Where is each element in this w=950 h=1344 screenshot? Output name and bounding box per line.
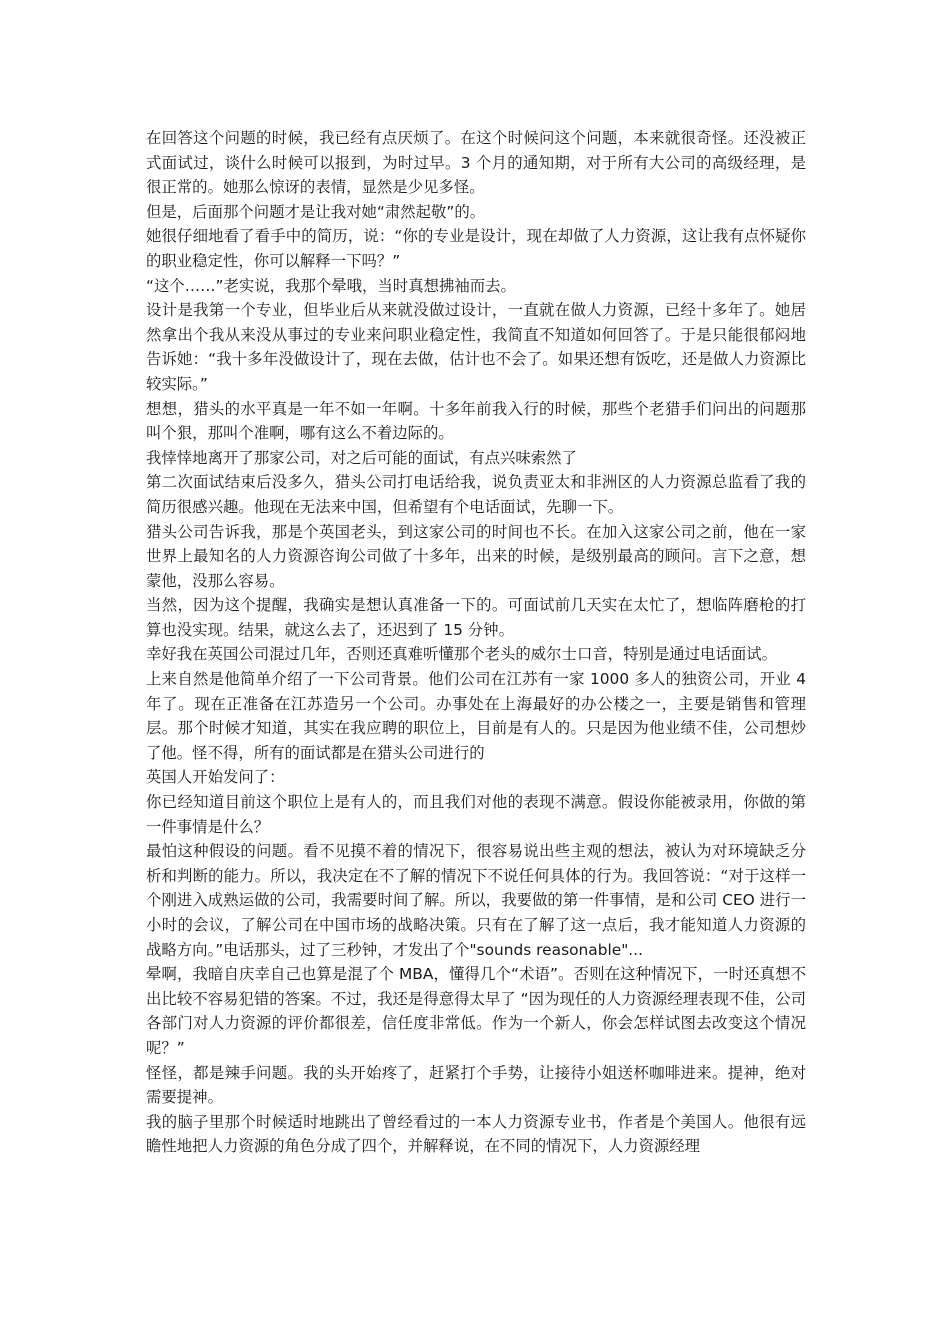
paragraph: 但是，后面那个问题才是让我对她“肃然起敬”的。 [146, 202, 486, 221]
paragraph: 当然，因为这个提醒，我确实是想认真准备一下的。可面试前几天实在太忙了，想临阵磨枪的打算也没实现。结果，就这么去了，还迟到了 15 分钟。 [146, 596, 806, 639]
paragraph: 设计是我第一个专业，但毕业后从来就没做过设计，一直就在做人力资源，已经十多年了。她居然拿出个我从来没从事过的专业来问职业稳定性，我简直不知道如何回答了。于是只能很郁闷地告诉她：“我十多年没做设计了，现在去做，估计也不会了。如果还想有饭吃，还是做人力资源比较实际。” [146, 301, 806, 393]
paragraph: 晕啊，我暗自庆幸自己也算是混了个 MBA，懂得几个“术语”。否则在这种情况下，一时还真想不出比较不容易犯错的答案。不过，我还是得意得太早了 “因为现任的人力资源经理表现不佳，公司各部门对人力资源的评价都很差，信任度非常低。作为一个新人，你会怎样试图去改变这个情况呢？” [146, 965, 806, 1057]
paragraph: 第二次面试结束后没多久，猎头公司打电话给我，说负责亚太和非洲区的人力资源总监看了我的简历很感兴趣。他现在无法来中国，但希望有个电话面试，先聊一下。 [146, 473, 806, 516]
paragraph: 怪怪，都是辣手问题。我的头开始疼了，赶紧打个手势，让接待小姐送杯咖啡进来。提神，绝对需要提神。 [146, 1063, 806, 1107]
paragraph: 我悻悻地离开了那家公司，对之后可能的面试，有点兴味索然了 [146, 448, 577, 467]
document-body [146, 126, 806, 1159]
paragraph: 她很仔细地看了看手中的简历，说：“你的专业是设计，现在却做了人力资源，这让我有点怀疑你的职业稳定性，你可以解释一下吗？” [146, 227, 806, 270]
paragraph: 猎头公司告诉我，那是个英国老头，到这家公司的时间也不长。在加入这家公司之前，他在一家世界上最知名的人力资源咨询公司做了十多年，出来的时候，是级别最高的顾问。言下之意，想蒙他，没那么容易。 [146, 522, 806, 590]
paragraph: 想想，猎头的水平真是一年不如一年啊。十多年前我入行的时候，那些个老猎手们问出的问题那叫个狠，那叫个准啊，哪有这么不着边际的。 [146, 399, 806, 443]
paragraph: 上来自然是他简单介绍了一下公司背景。他们公司在江苏有一家 1000 多人的独资公司，开业 4 年了。现在正准备在江苏造另一个公司。办事处在上海最好的办公楼之一，主要是销售和管理层。那个时候才知道，其实在我应聘的职位上，目前是有人的。只是因为他业绩不佳，公司想炒了他。怪不得，所有的面试都是在猎头公司进行的 [146, 670, 806, 762]
paragraph: 我的脑子里那个时候适时地跳出了曾经看过的一本人力资源专业书，作者是个美国人。他很有远瞻性地把人力资源的角色分成了四个，并解释说，在不同的情况下，人力资源经理 [146, 1112, 806, 1156]
paragraph: “这个……”老实说，我那个晕哦，当时真想拂袖而去。 [146, 276, 516, 295]
paragraph: 你已经知道目前这个职位上是有人的，而且我们对他的表现不满意。假设你能被录用，你做的第一件事情是什么？ [146, 793, 806, 836]
paragraph: 最怕这种假设的问题。看不见摸不着的情况下，很容易说出些主观的想法，被认为对环境缺乏分析和判断的能力。所以，我决定在不了解的情况下不说任何具体的行为。我回答说：“对于这样一个刚进入成熟运做的公司，我需要时间了解。所以，我要做的第一件事情，是和公司 CEO 进行一小时的会议，了解公司在中国市场的战略决策。只有在了解了这一点后，我才能知道人力资源的战略方向。”电话那头，过了三秒钟，才发出了个"sounds reasonable"... [146, 842, 806, 959]
paragraph: 幸好我在英国公司混过几年，否则还真难听懂那个老头的威尔士口音，特别是通过电话面试。 [146, 645, 778, 664]
paragraph: 在回答这个问题的时候，我已经有点厌烦了。在这个时候问这个问题，本来就很奇怪。还没被正式面试过，谈什么时候可以报到，为时过早。3 个月的通知期，对于所有大公司的高级经理，是很正常的。她那么惊讶的表情，显然是少见多怪。 [146, 129, 806, 197]
paragraph: 英国人开始发问了： [146, 768, 285, 787]
